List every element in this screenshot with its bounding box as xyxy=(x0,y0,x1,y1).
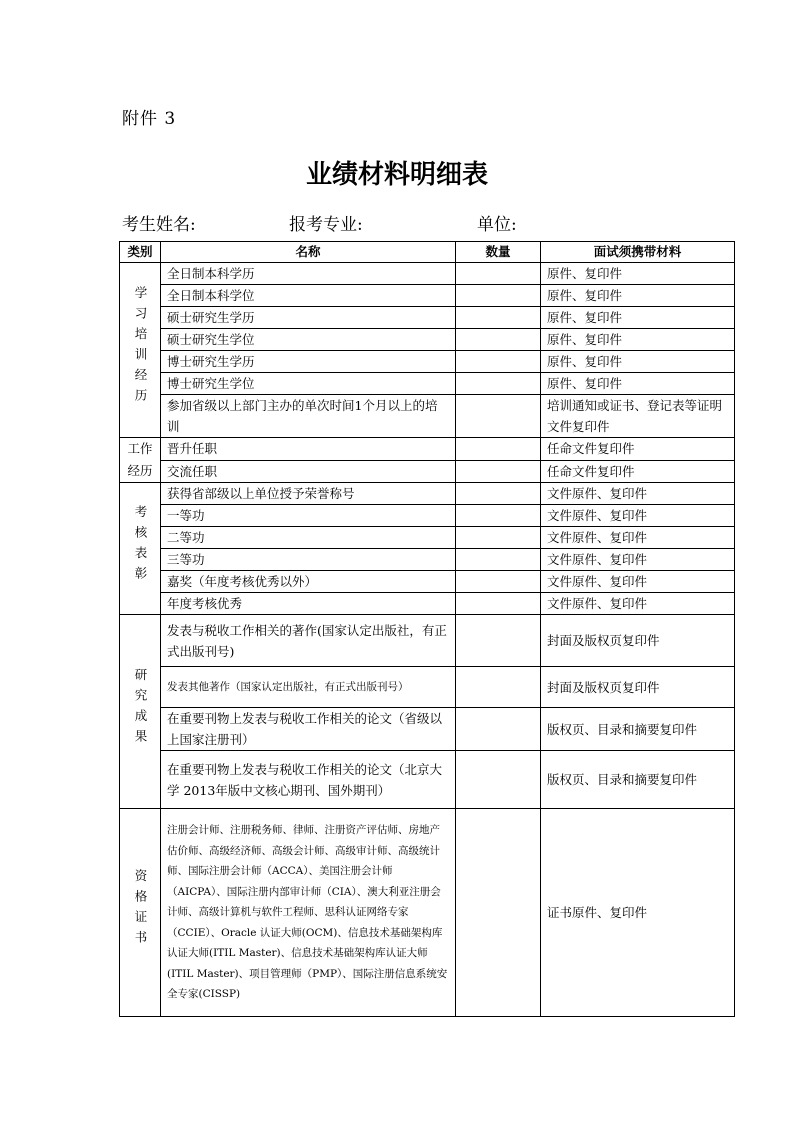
item-name: 二等功 xyxy=(161,527,456,549)
item-name: 硕士研究生学历 xyxy=(161,307,456,329)
item-name: 博士研究生学位 xyxy=(161,373,456,395)
materials-cell: 原件、复印件 xyxy=(541,307,735,329)
materials-cell: 原件、复印件 xyxy=(541,285,735,307)
materials-cell: 文件原件、复印件 xyxy=(541,483,735,505)
item-name: 三等功 xyxy=(161,549,456,571)
quantity-cell[interactable] xyxy=(456,263,541,285)
column-header-materials: 面试须携带材料 xyxy=(541,242,735,263)
major-label: 报考专业: xyxy=(289,215,363,235)
quantity-cell[interactable] xyxy=(456,307,541,329)
materials-cell: 任命文件复印件 xyxy=(541,438,735,461)
column-header-category: 类别 xyxy=(120,242,161,263)
quantity-cell[interactable] xyxy=(456,571,541,593)
item-name: 在重要刊物上发表与税收工作相关的论文（北京大学 2013年版中文核心期刊、国外期刊） xyxy=(161,751,456,809)
item-name: 在重要刊物上发表与税收工作相关的论文（省级以上国家注册刊） xyxy=(161,708,456,751)
item-name: 全日制本科学位 xyxy=(161,285,456,307)
table-row xyxy=(120,549,735,571)
item-name: 硕士研究生学位 xyxy=(161,329,456,351)
table-row xyxy=(120,395,735,438)
column-header-quantity: 数量 xyxy=(456,242,541,263)
table-row xyxy=(120,460,735,483)
table-row xyxy=(120,483,735,505)
item-name: 年度考核优秀 xyxy=(161,593,456,615)
materials-cell: 原件、复印件 xyxy=(541,263,735,285)
category-cell xyxy=(120,809,161,1017)
column-header-name: 名称 xyxy=(161,242,456,263)
quantity-cell[interactable] xyxy=(456,483,541,505)
category-label: 资格证书 xyxy=(133,868,148,951)
item-name: 全日制本科学历 xyxy=(161,263,456,285)
category-cell xyxy=(120,483,161,615)
table-row xyxy=(120,373,735,395)
quantity-cell[interactable] xyxy=(456,438,541,461)
materials-cell: 原件、复印件 xyxy=(541,351,735,373)
item-name: 一等功 xyxy=(161,505,456,527)
materials-cell: 原件、复印件 xyxy=(541,373,735,395)
category-cell xyxy=(120,615,161,809)
quantity-cell[interactable] xyxy=(456,708,541,751)
quantity-cell[interactable] xyxy=(456,809,541,1017)
category-label: 学习培训经历 xyxy=(133,285,148,409)
table-row xyxy=(120,667,735,708)
item-name: 博士研究生学历 xyxy=(161,351,456,373)
quantity-cell[interactable] xyxy=(456,667,541,708)
quantity-cell[interactable] xyxy=(456,615,541,667)
item-name: 嘉奖（年度考核优秀以外） xyxy=(161,571,456,593)
materials-cell: 文件原件、复印件 xyxy=(541,505,735,527)
materials-cell: 封面及版权页复印件 xyxy=(541,667,735,708)
category-label: 考核表彰 xyxy=(133,504,148,587)
table-row xyxy=(120,329,735,351)
quantity-cell[interactable] xyxy=(456,527,541,549)
materials-cell: 文件原件、复印件 xyxy=(541,527,735,549)
table-row xyxy=(120,263,735,285)
table-row xyxy=(120,438,735,461)
quantity-cell[interactable] xyxy=(456,460,541,483)
materials-cell: 证书原件、复印件 xyxy=(541,809,735,1017)
category-cell xyxy=(120,263,161,438)
materials-cell: 培训通知或证书、登记表等证明文件复印件 xyxy=(541,395,735,438)
materials-cell: 版权页、目录和摘要复印件 xyxy=(541,751,735,809)
item-name: 注册会计师、注册税务师、律师、注册资产评估师、房地产估价师、高级经济师、高级会计师、高级审计师、高级统计师、国际注册会计师（ACCA）、美国注册会计师（AICPA）、国际注册内部审计师（CIA）、澳大利亚注册会计师、高级计算机与软件工程师、思科认证网络专家（CCIE）、Oracle 认证大师(OCM)、信息技术基础架构库认证大师(ITIL Master)、信息技术基础架构库认证大师(ITIL Master)、项目管理师（PMP）、国际注册信息系统安全专家(CISSP) xyxy=(161,809,456,1017)
candidate-name-label: 考生姓名: xyxy=(122,215,196,235)
quantity-cell[interactable] xyxy=(456,329,541,351)
item-name: 参加省级以上部门主办的单次时间1个月以上的培训 xyxy=(161,395,456,438)
materials-cell: 文件原件、复印件 xyxy=(541,571,735,593)
table-row xyxy=(120,351,735,373)
item-name: 晋升任职 xyxy=(161,438,456,461)
table-row xyxy=(120,751,735,809)
item-name: 获得省部级以上单位授予荣誉称号 xyxy=(161,483,456,505)
page-title: 业绩材料明细表 xyxy=(305,160,488,190)
materials-cell: 文件原件、复印件 xyxy=(541,549,735,571)
materials-cell: 版权页、目录和摘要复印件 xyxy=(541,708,735,751)
table-header-row xyxy=(120,242,735,263)
quantity-cell[interactable] xyxy=(456,505,541,527)
materials-cell: 文件原件、复印件 xyxy=(541,593,735,615)
quantity-cell[interactable] xyxy=(456,285,541,307)
table-row xyxy=(120,571,735,593)
quantity-cell[interactable] xyxy=(456,593,541,615)
item-name: 发表与税收工作相关的著作(国家认定出版社，有正式出版刊号) xyxy=(161,615,456,667)
item-name: 交流任职 xyxy=(161,460,456,483)
quantity-cell[interactable] xyxy=(456,751,541,809)
table-row xyxy=(120,593,735,615)
quantity-cell[interactable] xyxy=(456,395,541,438)
performance-materials-table xyxy=(119,241,735,1017)
materials-cell: 原件、复印件 xyxy=(541,329,735,351)
quantity-cell[interactable] xyxy=(456,351,541,373)
category-cell: 工作经历 xyxy=(120,438,161,483)
quantity-cell[interactable] xyxy=(456,373,541,395)
table-row xyxy=(120,285,735,307)
attachment-label: 附件 3 xyxy=(122,109,177,129)
table-row xyxy=(120,527,735,549)
item-name: 发表其他著作（国家认定出版社，有正式出版刊号） xyxy=(161,667,456,708)
category-label: 研究成果 xyxy=(133,667,148,750)
materials-cell: 封面及版权页复印件 xyxy=(541,615,735,667)
table-row xyxy=(120,708,735,751)
table-row xyxy=(120,505,735,527)
table-row xyxy=(120,307,735,329)
table-row xyxy=(120,809,735,1017)
table-row xyxy=(120,615,735,667)
unit-label: 单位: xyxy=(477,215,517,235)
materials-cell: 任命文件复印件 xyxy=(541,460,735,483)
quantity-cell[interactable] xyxy=(456,549,541,571)
